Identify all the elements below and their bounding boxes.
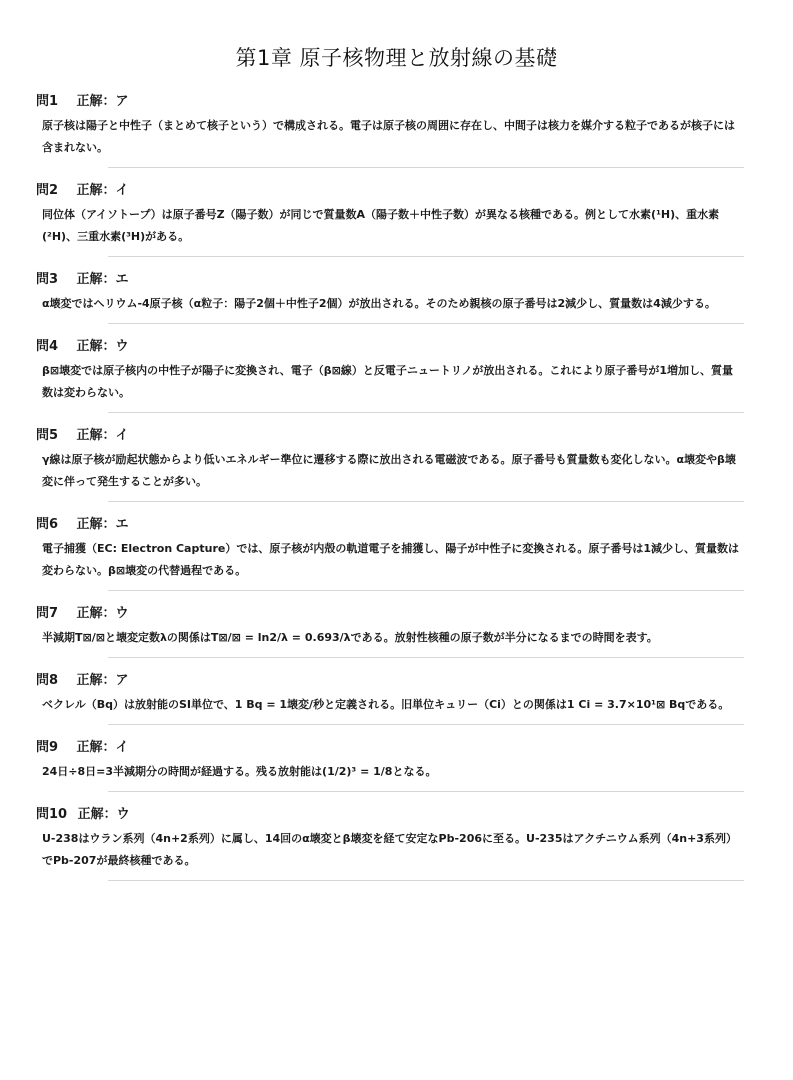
correct-answer: 正解：エ — [76, 272, 129, 287]
qa-item-6 — [36, 515, 746, 591]
explanation-text: 半減期T⊠/⊠と壊変定数λの関係はT⊠/⊠ = ln2/λ = 0.693/λである。放射性核種の原子数が半分になるまでの時間を表す。 — [42, 631, 658, 644]
qa-item-1 — [36, 92, 746, 168]
question-header — [36, 738, 746, 758]
question-number: 問8 — [36, 673, 59, 688]
question-number: 問2 — [36, 183, 59, 198]
correct-answer: 正解：イ — [76, 740, 129, 755]
correct-answer: 正解：ウ — [76, 606, 129, 621]
qa-item-10 — [36, 805, 746, 881]
correct-answer: 正解：イ — [76, 183, 129, 198]
question-header — [36, 515, 746, 535]
question-number: 問6 — [36, 517, 59, 532]
divider — [108, 657, 744, 658]
question-header — [36, 426, 746, 446]
explanation-text: α壊変ではヘリウム-4原子核（α粒子：陽子2個＋中性子2個）が放出される。そのため親核の原子番号は2減少し、質量数は4減少する。 — [42, 297, 716, 310]
correct-answer: 正解：ア — [76, 94, 129, 109]
explanation-text: 電子捕獲（EC: Electron Capture）では、原子核が内殻の軌道電子を捕獲し、陽子が中性子に変換される。原子番号は1減少し、質量数は変わらない。β⊠壊変の代替過程である。 — [42, 542, 739, 577]
divider — [108, 791, 744, 792]
qa-item-2 — [36, 181, 746, 257]
divider — [108, 412, 744, 413]
question-header — [36, 181, 746, 201]
question-number: 問4 — [36, 339, 59, 354]
correct-answer: 正解：ウ — [77, 807, 130, 822]
qa-item-8 — [36, 671, 746, 725]
question-header — [36, 337, 746, 357]
explanation-text: γ線は原子核が励起状態からより低いエネルギー準位に遷移する際に放出される電磁波である。原子番号も質量数も変化しない。α壊変やβ壊変に伴って発生することが多い。 — [42, 453, 736, 488]
correct-answer: 正解：エ — [76, 517, 129, 532]
divider — [108, 501, 744, 502]
question-header — [36, 92, 746, 112]
explanation-text: 原子核は陽子と中性子（まとめて核子という）で構成される。電子は原子核の周囲に存在し、中間子は核力を媒介する粒子であるが核子には含まれない。 — [42, 119, 735, 154]
divider — [108, 167, 744, 168]
qa-item-7 — [36, 604, 746, 658]
question-header — [36, 270, 746, 290]
qa-item-5 — [36, 426, 746, 502]
correct-answer: 正解：ウ — [76, 339, 129, 354]
question-number: 問1 — [36, 94, 59, 109]
explanation-text: U-238はウラン系列（4n+2系列）に属し、14回のα壊変とβ壊変を経て安定なPb-206に至る。U-235はアクチニウム系列（4n+3系列）でPb-207が最終核種である。 — [42, 832, 737, 867]
divider — [108, 256, 744, 257]
question-number: 問3 — [36, 272, 59, 287]
question-number: 問7 — [36, 606, 59, 621]
question-number: 問9 — [36, 740, 59, 755]
divider — [108, 323, 744, 324]
correct-answer: 正解：イ — [76, 428, 129, 443]
divider — [108, 880, 744, 881]
question-number: 問10 — [36, 807, 68, 822]
divider — [108, 724, 744, 725]
correct-answer: 正解：ア — [76, 673, 129, 688]
explanation-text: 同位体（アイソトープ）は原子番号Z（陽子数）が同じで質量数A（陽子数＋中性子数）が異なる核種である。例として水素(¹H)、重水素(²H)、三重水素(³H)がある。 — [42, 208, 720, 243]
qa-item-4 — [36, 337, 746, 413]
question-list — [36, 92, 746, 894]
explanation-text: β⊠壊変では原子核内の中性子が陽子に変換され、電子（β⊠線）と反電子ニュートリノが放出される。これにより原子番号が1増加し、質量数は変わらない。 — [42, 364, 734, 399]
chapter-title: 第1章 原子核物理と放射線の基礎 — [235, 46, 558, 71]
divider — [108, 590, 744, 591]
explanation-text: 24日÷8日=3半減期分の時間が経過する。残る放射能は(1/2)³ = 1/8となる。 — [42, 765, 437, 778]
explanation-text: ベクレル（Bq）は放射能のSI単位で、1 Bq = 1壊変/秒と定義される。旧単位キュリー（Ci）との関係は1 Ci = 3.7×10¹⊠ Bqである。 — [42, 698, 730, 711]
qa-item-9 — [36, 738, 746, 792]
question-header — [36, 604, 746, 624]
question-number: 問5 — [36, 428, 59, 443]
qa-item-3 — [36, 270, 746, 324]
question-header — [36, 805, 746, 825]
question-header — [36, 671, 746, 691]
